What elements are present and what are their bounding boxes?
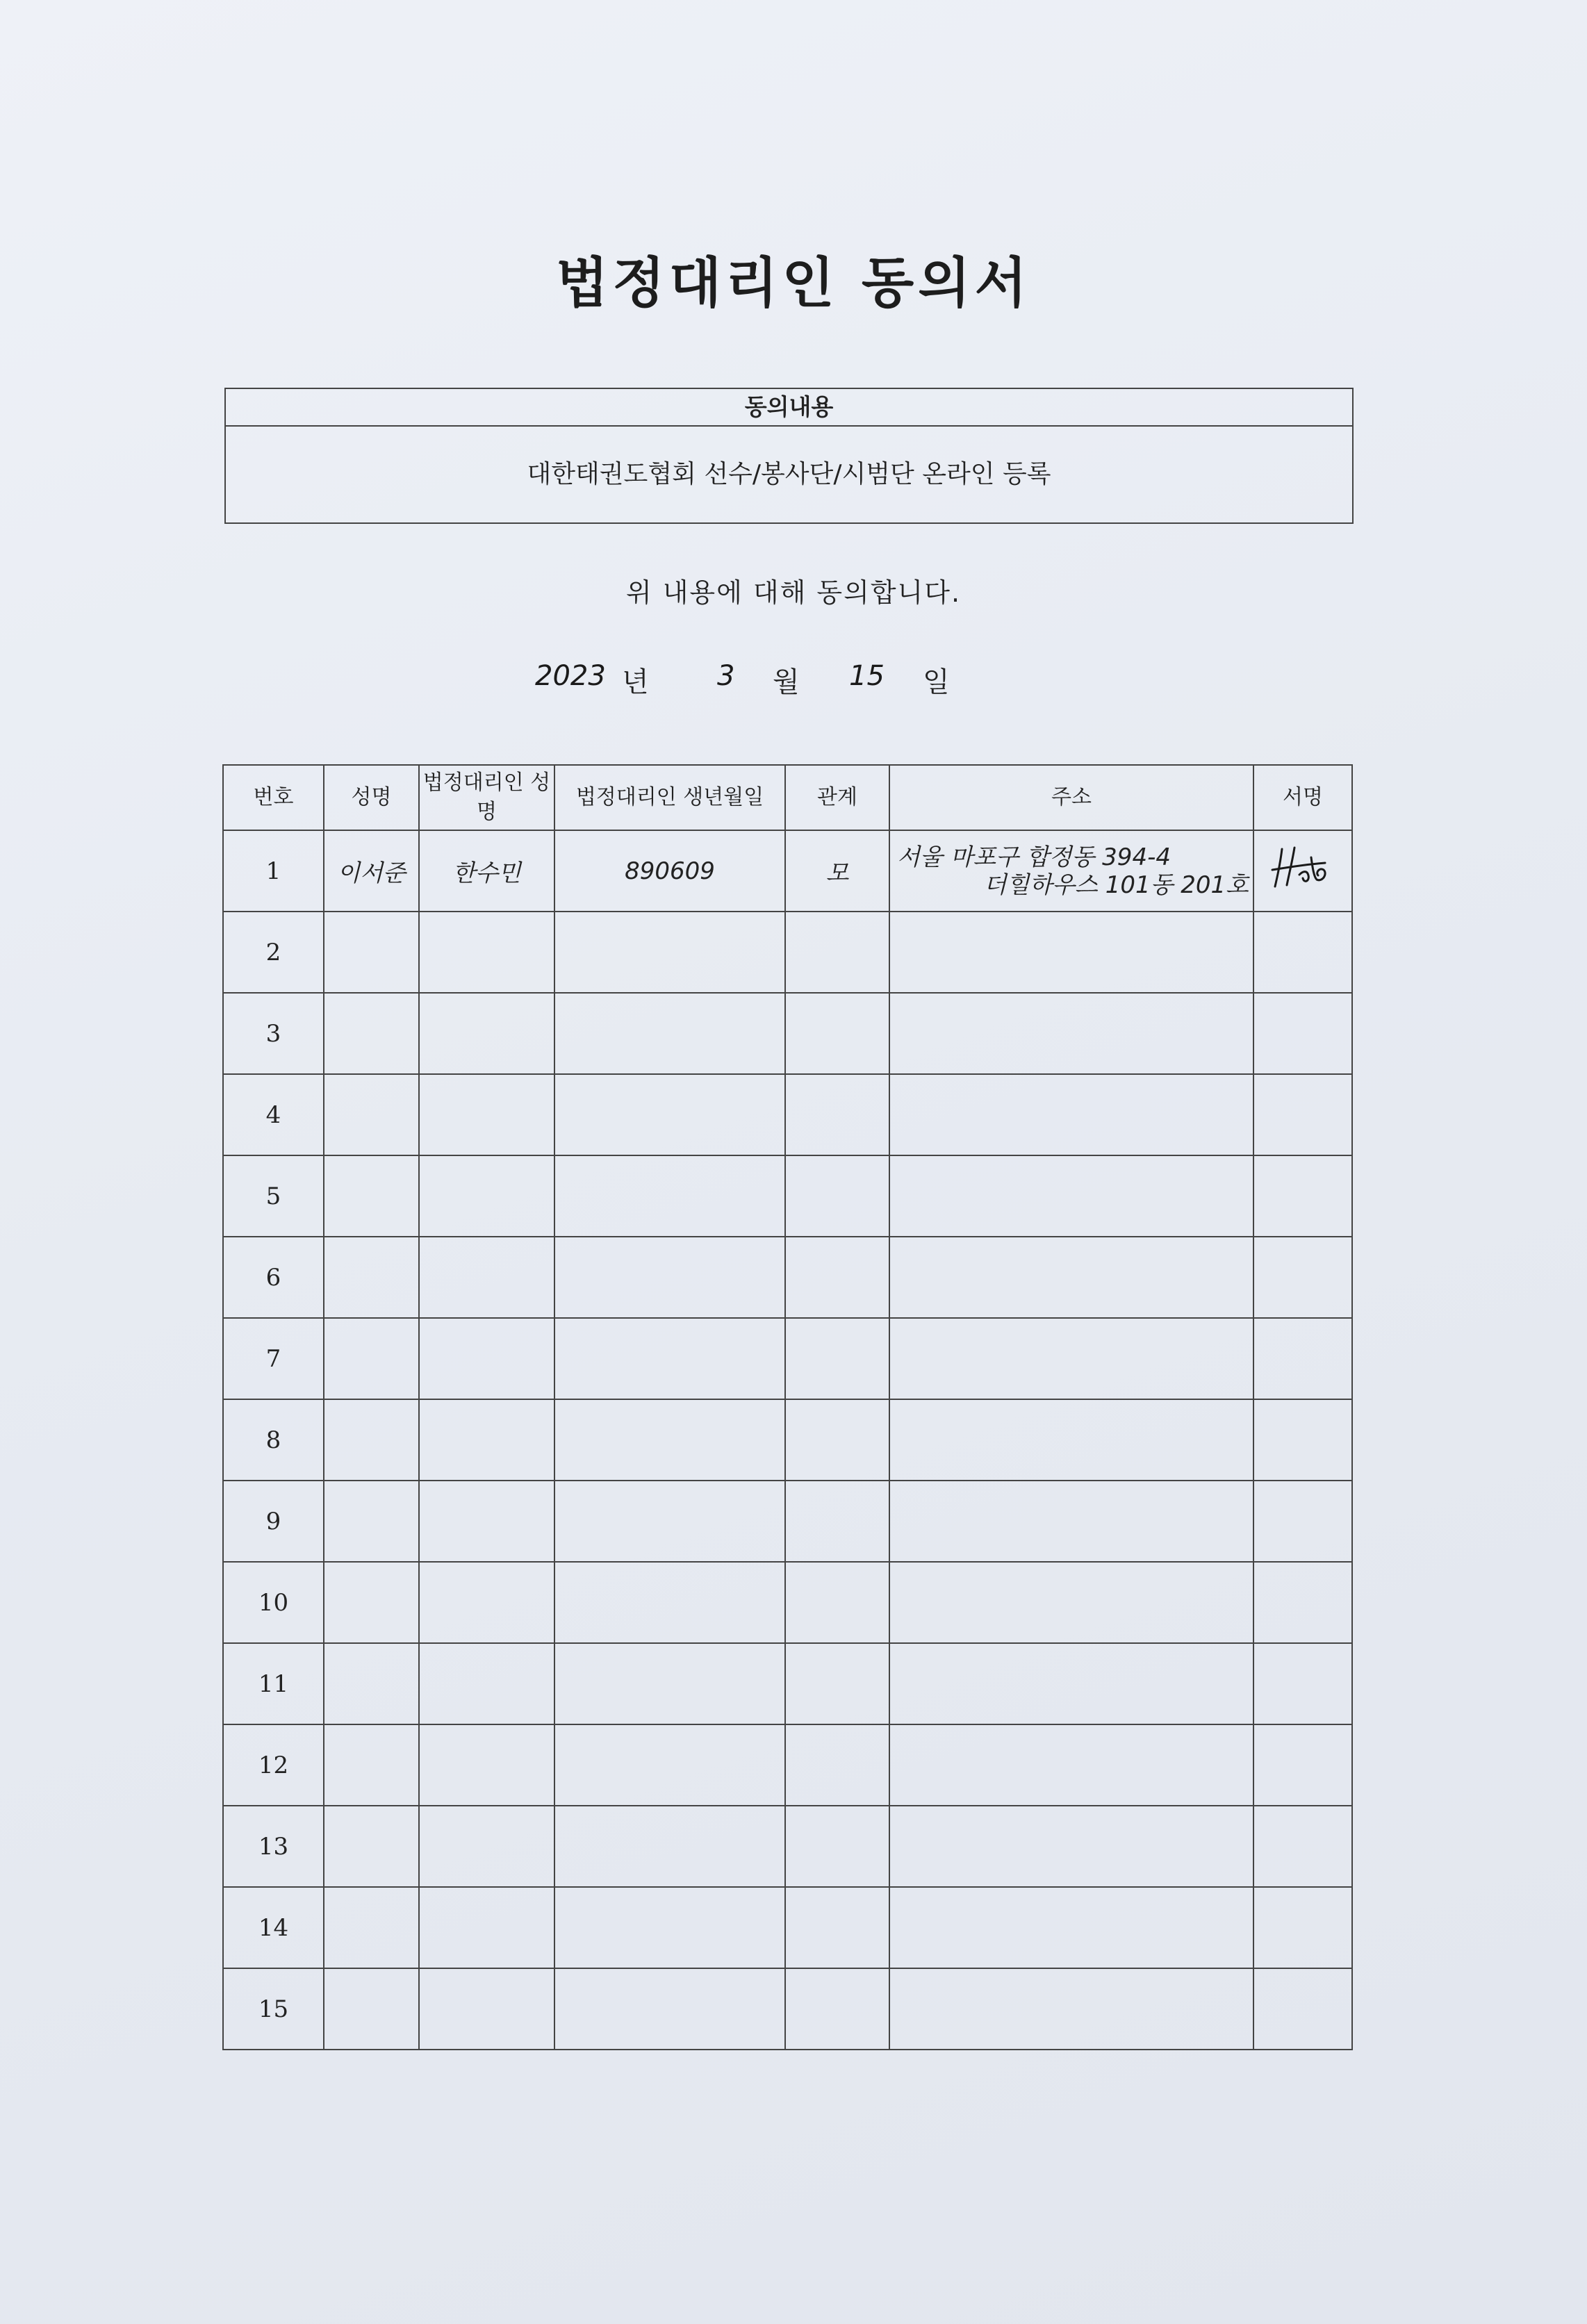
row-name: 이서준 [324,830,419,912]
row-number: 3 [223,993,324,1074]
consent-body: 대한태권도협회 선수/봉사단/시범단 온라인 등록 [527,460,1051,488]
row-name [324,1887,419,1968]
row-name [324,912,419,993]
row-guardian-birthdate [554,1724,785,1806]
row-relation [785,912,889,993]
row-guardian-name [419,1237,554,1318]
row-guardian-name [419,1481,554,1562]
row-signature [1253,1806,1352,1887]
row-guardian-name [419,993,554,1074]
row-signature [1253,1155,1352,1237]
row-guardian-name [419,1318,554,1399]
header-guardian-name: 법정대리인 성명 [419,765,554,830]
table-body [223,830,1352,2050]
row-guardian-birthdate [554,1155,785,1237]
row-number: 15 [223,1968,324,2050]
row-relation [785,1237,889,1318]
document-title: 법정대리인 동의서 [556,252,1031,315]
row-address [889,1806,1253,1887]
date-day-unit: 일 [923,666,950,698]
row-guardian-name [419,1155,554,1237]
row-name [324,993,419,1074]
row-signature [1253,1887,1352,1968]
row-address [889,912,1253,993]
row-name [324,1968,419,2050]
row-relation: 모 [785,830,889,912]
header-number: 번호 [223,765,324,830]
row-number: 8 [223,1399,324,1481]
row-guardian-birthdate [554,1806,785,1887]
row-name [324,1318,419,1399]
header-guardian-birthdate: 법정대리인 생년월일 [554,765,785,830]
row-address [889,1074,1253,1155]
row-number: 7 [223,1318,324,1399]
row-guardian-birthdate [554,1074,785,1155]
table-row [223,1643,1352,1724]
row-guardian-name [419,1643,554,1724]
row-number: 1 [223,830,324,912]
row-address [889,1399,1253,1481]
row-address [889,1562,1253,1643]
row-guardian-birthdate [554,1399,785,1481]
row-guardian-name [419,1724,554,1806]
row-name [324,1237,419,1318]
row-number: 12 [223,1724,324,1806]
row-number: 9 [223,1481,324,1562]
row-guardian-birthdate [554,1481,785,1562]
row-number: 14 [223,1887,324,1968]
row-number: 13 [223,1806,324,1887]
table-row [223,912,1352,993]
date-year: 2023 [535,660,606,692]
row-number: 10 [223,1562,324,1643]
table-row [223,1399,1352,1481]
row-name [324,1399,419,1481]
row-name [324,1806,419,1887]
header-signature: 서명 [1253,765,1352,830]
row-signature [1253,1481,1352,1562]
date-month-unit: 월 [773,666,800,698]
row-signature [1253,1968,1352,2050]
table-row [223,1074,1352,1155]
row-name [324,1562,419,1643]
row-address [889,830,1253,912]
address-line-1: 서울 마포구 합정동 394-4 [897,843,1171,871]
row-name [324,1724,419,1806]
table-row [223,993,1352,1074]
row-signature [1253,1724,1352,1806]
row-signature [1253,1318,1352,1399]
table-row [223,1968,1352,2050]
row-relation [785,1481,889,1562]
address-line-2: 더힐하우스 101동 201호 [983,871,1249,899]
row-relation [785,1643,889,1724]
row-relation [785,1724,889,1806]
row-relation [785,1399,889,1481]
row-guardian-name: 한수민 [419,830,554,912]
row-address [889,1643,1253,1724]
row-signature [1253,1643,1352,1724]
row-guardian-name [419,1074,554,1155]
row-guardian-birthdate [554,1562,785,1643]
row-number: 5 [223,1155,324,1237]
row-address [889,1968,1253,2050]
row-address [889,993,1253,1074]
header-address: 주소 [889,765,1253,830]
consent-header: 동의내용 [226,389,1352,427]
row-address [889,1724,1253,1806]
row-number: 11 [223,1643,324,1724]
row-guardian-birthdate [554,1887,785,1968]
row-signature [1253,1074,1352,1155]
header-relation: 관계 [785,765,889,830]
row-guardian-birthdate [554,1237,785,1318]
date-month: 3 [717,660,735,692]
row-name [324,1481,419,1562]
row-guardian-name [419,1968,554,2050]
row-relation [785,1318,889,1399]
row-guardian-name [419,1887,554,1968]
row-address [889,1481,1253,1562]
row-signature [1253,1562,1352,1643]
row-guardian-birthdate: 890609 [554,830,785,912]
row-number: 2 [223,912,324,993]
table-row [223,1155,1352,1237]
date-year-unit: 년 [622,666,649,698]
row-name [324,1155,419,1237]
row-guardian-birthdate [554,1968,785,2050]
row-relation [785,993,889,1074]
row-relation [785,1887,889,1968]
date-day: 15 [849,660,885,692]
row-guardian-birthdate [554,1643,785,1724]
table-row [223,830,1352,912]
agreement-statement: 위 내용에 대해 동의합니다. [625,577,962,608]
table-row [223,1481,1352,1562]
table-row [223,1806,1352,1887]
row-address [889,1237,1253,1318]
row-name [324,1643,419,1724]
row-name [324,1074,419,1155]
table-row [223,1237,1352,1318]
guardian-table [222,764,1353,2050]
row-number: 4 [223,1074,324,1155]
row-signature [1253,912,1352,993]
header-name: 성명 [324,765,419,830]
row-relation [785,1806,889,1887]
row-relation [785,1155,889,1237]
row-guardian-birthdate [554,912,785,993]
row-guardian-birthdate [554,1318,785,1399]
row-signature [1253,993,1352,1074]
table-row [223,1724,1352,1806]
row-guardian-name [419,1562,554,1643]
row-signature [1253,1399,1352,1481]
row-relation [785,1074,889,1155]
table-row [223,1887,1352,1968]
row-signature [1253,830,1352,912]
table-row [223,1562,1352,1643]
row-relation [785,1562,889,1643]
row-address [889,1155,1253,1237]
row-signature [1253,1237,1352,1318]
row-address [889,1887,1253,1968]
table-row [223,1318,1352,1399]
row-guardian-birthdate [554,993,785,1074]
consent-box [224,388,1354,524]
handwritten-signature [1268,843,1338,892]
row-guardian-name [419,912,554,993]
row-guardian-name [419,1399,554,1481]
row-address [889,1318,1253,1399]
table-header-row [223,765,1352,830]
row-guardian-name [419,1806,554,1887]
row-number: 6 [223,1237,324,1318]
row-relation [785,1968,889,2050]
